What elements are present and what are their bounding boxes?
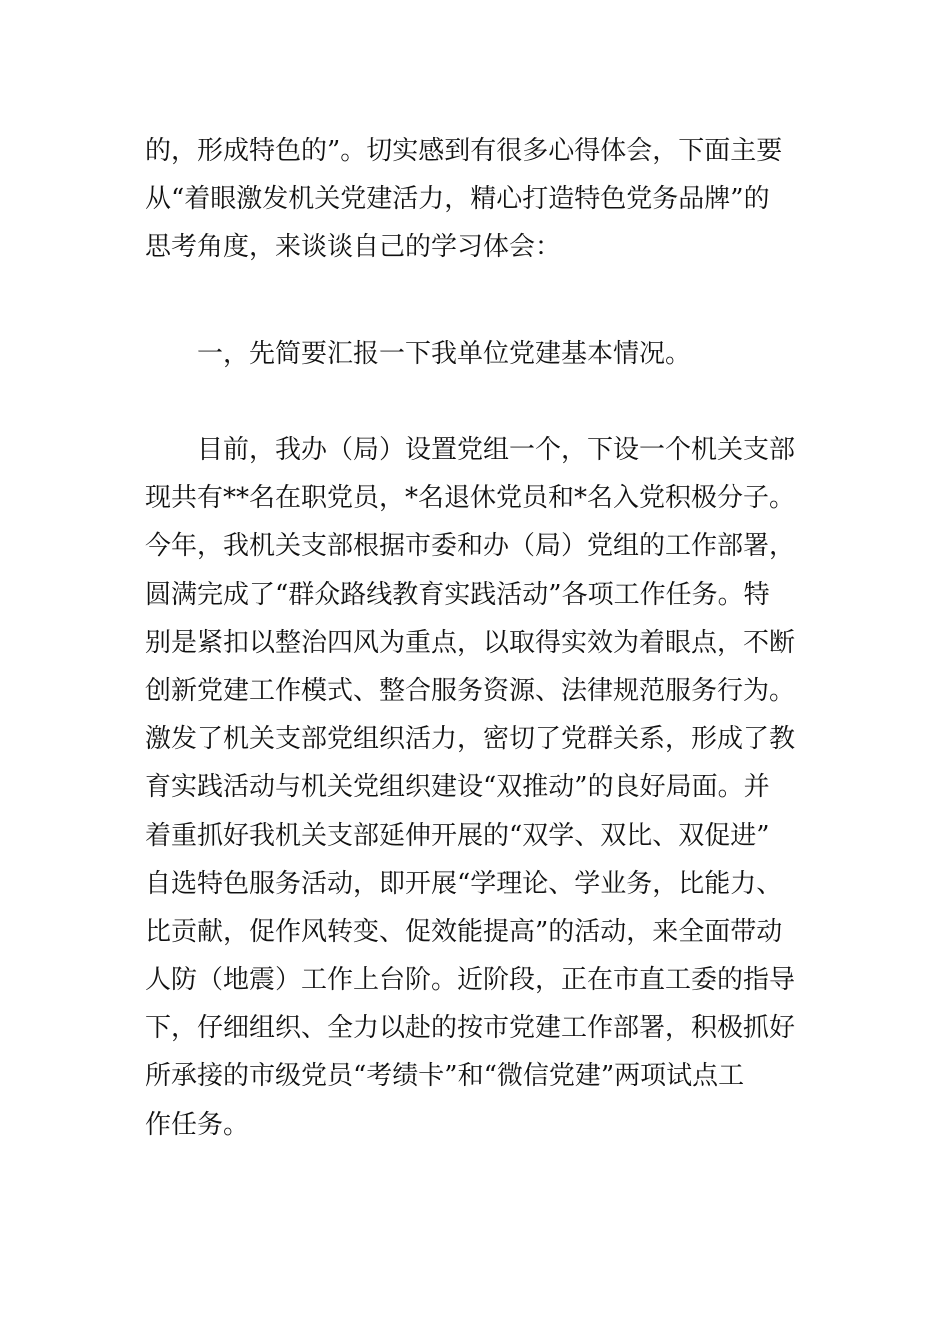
text-line: 比贡献，促作风转变、促效能提高”的活动，来全面带动 — [145, 916, 783, 947]
text-line: 育实践活动与机关党组织建设“双推动”的良好局面。并 — [145, 772, 770, 803]
text-line: 圆满完成了“群众路线教育实践活动”各项工作任务。特 — [145, 579, 770, 610]
text-line: 人防（地震）工作上台阶。近阶段，正在市直工委的指导 — [145, 965, 796, 996]
text-line: 思考角度，来谈谈自己的学习体会： — [145, 232, 562, 263]
text-line: 自选特色服务活动，即开展“学理论、学业务，比能力、 — [145, 868, 783, 899]
section-heading-paragraph — [145, 330, 810, 378]
text-line: 着重抓好我机关支部延伸开展的“双学、双比、双促进” — [145, 820, 770, 851]
paragraph-continuation — [145, 127, 810, 272]
text-line: 目前，我办（局）设置党组一个，下设一个机关支部 — [197, 435, 796, 465]
text-line: 别是紧扣以整治四风为重点，以取得实效为着眼点，不断 — [145, 627, 796, 658]
text-line: 一，先简要汇报一下我单位党建基本情况。 — [197, 339, 692, 369]
text-line: 激发了机关支部党组织活力，密切了党群关系，形成了教 — [145, 724, 796, 755]
body-paragraph — [145, 426, 810, 1149]
text-line: 下，仔细组织、全力以赴的按市党建工作部署，积极抓好 — [145, 1013, 796, 1044]
text-line: 的，形成特色的”。切实感到有很多心得体会，下面主要 — [145, 136, 783, 166]
text-line: 现共有**名在职党员，*名退休党员和*名入党积极分子。 — [145, 483, 796, 514]
text-line: 创新党建工作模式、整合服务资源、法律规范服务行为。 — [145, 675, 796, 706]
text-line: 所承接的市级党员“考绩卡”和“微信党建”两项试点工 — [145, 1061, 745, 1092]
text-line: 从“着眼激发机关党建活力，精心打造特色党务品牌”的 — [145, 184, 770, 215]
text-line: 作任务。 — [145, 1109, 250, 1140]
text-line: 今年，我机关支部根据市委和办（局）党组的工作部署， — [145, 531, 796, 562]
